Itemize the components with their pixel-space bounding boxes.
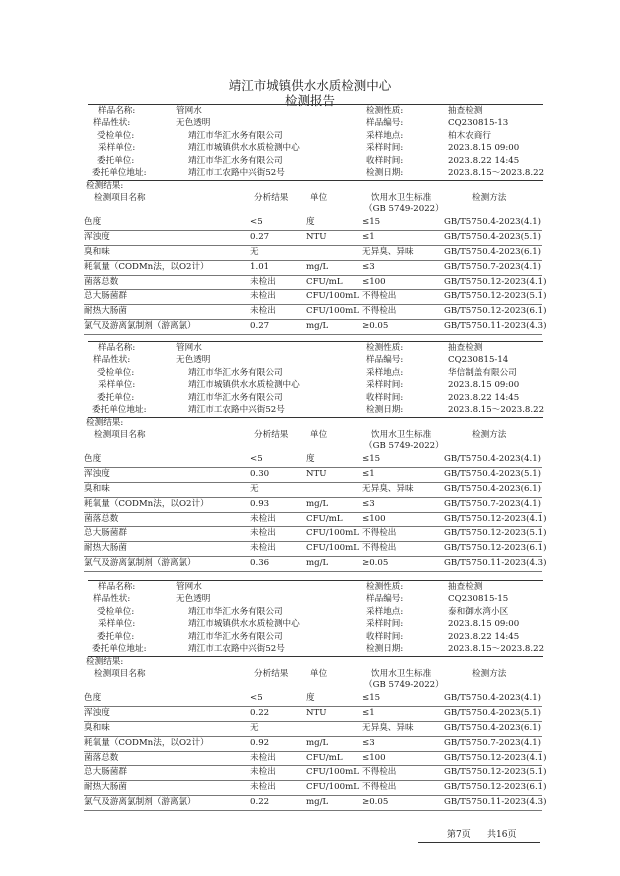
value-entrust-address: 靖江市工农路中兴街52号	[188, 168, 285, 178]
table-row	[0, 262, 620, 277]
value-sample-name: 管网水	[176, 343, 202, 353]
value-test-nature: 抽查检测	[448, 106, 483, 116]
value-client-unit: 靖江市华汇水务有限公司	[188, 130, 283, 141]
table-row	[0, 767, 620, 782]
cell-method: GB/T5750.4-2023(6.1)	[444, 247, 542, 257]
th-standard: 饮用水卫生标准	[371, 669, 432, 680]
label-sample-no: 样品编号:	[366, 118, 404, 129]
cell-unit: CFU/mL	[306, 752, 343, 763]
label-sample-name: 样品名称:	[98, 343, 136, 353]
cell-method: GB/T5750.12-2023(5.1)	[444, 528, 547, 539]
row-rule	[84, 751, 542, 752]
value-sampling-place: 泰和御水湾小区	[448, 606, 509, 617]
value-receive-time: 2023.8.22 14:45	[448, 392, 520, 403]
label-client-unit: 受检单位:	[97, 130, 135, 141]
cell-method: GB/T5750.7-2023(4.1)	[444, 498, 542, 509]
table-row	[0, 738, 620, 753]
cell-standard: ≤3	[362, 737, 375, 748]
cell-item: 菌落总数	[84, 752, 119, 763]
cell-unit: NTU	[306, 232, 327, 243]
cell-method: GB/T5750.4-2023(4.1)	[444, 454, 542, 465]
table-row	[0, 469, 620, 484]
value-entrust-unit: 靖江市华汇水务有限公司	[188, 155, 283, 166]
value-entrust-unit: 靖江市华汇水务有限公司	[188, 631, 283, 642]
row-rule	[84, 245, 542, 246]
label-entrust-address: 委托单位地址:	[92, 168, 147, 178]
report-title: 检测报告	[284, 93, 335, 108]
table-row	[0, 543, 620, 558]
label-test-date: 检测日期:	[366, 405, 404, 415]
cell-item: 总大肠菌群	[84, 528, 127, 539]
cell-item: 氯气及游离氯制剂（游离氯）	[84, 797, 196, 807]
label-entrust-address: 委托单位地址:	[92, 405, 147, 415]
cell-result: 未检出	[250, 782, 276, 793]
value-test-nature: 抽查检测	[448, 582, 483, 592]
cell-item: 耗氧量（CODMn法，以O2计）	[84, 261, 209, 272]
table-row	[0, 454, 620, 469]
table-row	[0, 499, 620, 514]
header-rule	[88, 180, 543, 181]
cell-unit: 度	[306, 693, 315, 704]
cell-item: 氯气及游离氯制剂（游离氯）	[84, 558, 196, 568]
label-entrust-unit: 委托单位:	[97, 392, 135, 403]
cell-result: 0.92	[250, 737, 270, 748]
table-row	[0, 723, 620, 738]
cell-method: GB/T5750.4-2023(6.1)	[444, 484, 542, 494]
cell-unit: CFU/100mL	[306, 543, 359, 554]
table-row	[0, 291, 620, 306]
value-receive-time: 2023.8.22 14:45	[448, 155, 520, 166]
table-row	[0, 232, 620, 247]
row-rule	[84, 275, 542, 276]
label-test-nature: 检测性质:	[366, 582, 404, 592]
table-row	[0, 514, 620, 529]
table-row	[0, 753, 620, 768]
th-item: 检测项目名称	[94, 669, 146, 680]
value-test-date: 2023.8.15～2023.8.22	[448, 168, 545, 178]
cell-method: GB/T5750.12-2023(6.1)	[444, 306, 547, 317]
cell-item: 总大肠菌群	[84, 767, 127, 778]
table-row	[0, 217, 620, 232]
cell-item: 浑浊度	[84, 708, 110, 719]
cell-standard: ≥0.05	[362, 797, 389, 807]
cell-result: 未检出	[250, 543, 276, 554]
cell-standard: 不得检出	[362, 528, 397, 539]
cell-result: 未检出	[250, 752, 276, 763]
table-row	[0, 708, 620, 723]
cell-result: 未检出	[250, 513, 276, 524]
cell-method: GB/T5750.11-2023(4.3)	[444, 321, 547, 331]
cell-standard: ≤3	[362, 261, 375, 272]
cell-unit: CFU/100mL	[306, 306, 359, 317]
value-sample-no: CQ230815-15	[448, 594, 509, 605]
label-sampling-time: 采样时间:	[366, 380, 404, 391]
row-rule	[84, 721, 542, 722]
label-client-unit: 受检单位:	[97, 367, 135, 378]
th-standard-ref: （GB 5749-2022）	[364, 441, 444, 452]
cell-unit: CFU/100mL	[306, 782, 359, 793]
label-sampling-place: 采样地点:	[366, 367, 404, 378]
cell-unit: mg/L	[306, 737, 329, 748]
cell-unit: 度	[306, 217, 315, 228]
table-row	[0, 782, 620, 797]
row-rule	[84, 482, 542, 483]
value-entrust-address: 靖江市工农路中兴街52号	[188, 405, 285, 415]
cell-method: GB/T5750.12-2023(5.1)	[444, 291, 547, 302]
cell-item: 耗氧量（CODMn法，以O2计）	[84, 498, 209, 509]
value-entrust-unit: 靖江市华汇水务有限公司	[188, 392, 283, 403]
cell-item: 臭和味	[84, 484, 110, 494]
cell-standard: 不得检出	[362, 782, 397, 793]
cell-method: GB/T5750.4-2023(5.1)	[444, 708, 542, 719]
th-unit: 单位	[310, 669, 328, 680]
cell-unit: mg/L	[306, 498, 329, 509]
cell-standard: 无异臭、异味	[362, 723, 414, 733]
label-receive-time: 收样时间:	[366, 155, 404, 166]
row-rule	[84, 512, 542, 513]
th-result: 分析结果	[254, 669, 289, 680]
th-method: 检测方法	[472, 430, 507, 441]
label-sample-property: 样品性状:	[93, 355, 131, 366]
table-row	[0, 528, 620, 543]
cell-method: GB/T5750.12-2023(4.1)	[444, 752, 547, 763]
cell-method: GB/T5750.4-2023(5.1)	[444, 232, 542, 243]
value-test-date: 2023.8.15～2023.8.22	[448, 644, 545, 654]
th-method: 检测方法	[472, 193, 507, 204]
cell-method: GB/T5750.4-2023(4.1)	[444, 217, 542, 228]
cell-standard: ≥0.05	[362, 558, 389, 568]
row-rule	[84, 810, 542, 811]
table-row	[0, 306, 620, 321]
cell-standard: 不得检出	[362, 306, 397, 317]
value-test-date: 2023.8.15～2023.8.22	[448, 405, 545, 415]
section-top-rule	[88, 580, 543, 581]
cell-unit: CFU/mL	[306, 513, 343, 524]
th-unit: 单位	[310, 193, 328, 204]
value-receive-time: 2023.8.22 14:45	[448, 631, 520, 642]
cell-method: GB/T5750.12-2023(4.1)	[444, 513, 547, 524]
cell-item: 耐热大肠菌	[84, 782, 127, 793]
cell-item: 耗氧量（CODMn法，以O2计）	[84, 737, 209, 748]
value-sampling-unit: 靖江市城镇供水水质检测中心	[188, 143, 300, 154]
cell-standard: ≤15	[362, 693, 381, 704]
label-sampling-place: 采样地点:	[366, 606, 404, 617]
cell-unit: mg/L	[306, 321, 329, 331]
table-row	[0, 693, 620, 708]
cell-unit: 度	[306, 454, 315, 465]
table-row	[0, 277, 620, 292]
cell-result: 0.27	[250, 321, 270, 331]
cell-result: 0.93	[250, 498, 270, 509]
cell-item: 浑浊度	[84, 469, 110, 480]
row-rule	[84, 556, 542, 557]
cell-unit: mg/L	[306, 797, 329, 807]
row-rule	[84, 334, 542, 335]
cell-result: 0.36	[250, 558, 270, 568]
label-entrust-unit: 委托单位:	[97, 155, 135, 166]
value-sampling-unit: 靖江市城镇供水水质检测中心	[188, 380, 300, 391]
cell-result: 未检出	[250, 306, 276, 317]
label-sample-no: 样品编号:	[366, 594, 404, 605]
value-test-nature: 抽查检测	[448, 343, 483, 353]
page-number: 第7页	[447, 830, 471, 840]
value-sample-name: 管网水	[176, 582, 202, 592]
cell-result: 无	[250, 723, 259, 733]
cell-item: 菌落总数	[84, 276, 119, 287]
cell-standard: ≤100	[362, 276, 386, 287]
cell-method: GB/T5750.11-2023(4.3)	[444, 797, 547, 807]
page-total: 共16页	[487, 830, 517, 840]
value-entrust-address: 靖江市工农路中兴街52号	[188, 644, 285, 654]
value-sampling-unit: 靖江市城镇供水水质检测中心	[188, 619, 300, 630]
value-sampling-place: 华信制盖有限公司	[448, 367, 517, 378]
cell-result: 0.22	[250, 797, 270, 807]
row-rule	[84, 497, 542, 498]
cell-standard: 无异臭、异味	[362, 247, 414, 257]
cell-method: GB/T5750.12-2023(6.1)	[444, 782, 547, 793]
cell-unit: CFU/100mL	[306, 528, 359, 539]
label-sample-name: 样品名称:	[98, 582, 136, 592]
cell-item: 色度	[84, 217, 102, 228]
label-test-nature: 检测性质:	[366, 343, 404, 353]
cell-standard: ≤100	[362, 513, 386, 524]
cell-item: 色度	[84, 454, 102, 465]
cell-method: GB/T5750.12-2023(6.1)	[444, 543, 547, 554]
cell-result: 0.22	[250, 708, 270, 719]
value-sampling-time: 2023.8.15 09:00	[448, 619, 520, 630]
cell-method: GB/T5750.4-2023(6.1)	[444, 723, 542, 733]
th-standard: 饮用水卫生标准	[371, 193, 432, 204]
row-rule	[84, 736, 542, 737]
row-rule	[84, 260, 542, 261]
header-rule	[88, 656, 543, 657]
cell-item: 臭和味	[84, 723, 110, 733]
label-sample-property: 样品性状:	[93, 118, 131, 129]
cell-result: 未检出	[250, 528, 276, 539]
label-receive-time: 收样时间:	[366, 631, 404, 642]
table-row	[0, 247, 620, 262]
row-rule	[84, 795, 542, 796]
cell-method: GB/T5750.4-2023(4.1)	[444, 693, 542, 704]
th-standard: 饮用水卫生标准	[371, 430, 432, 441]
table-row	[0, 797, 620, 812]
value-sampling-time: 2023.8.15 09:00	[448, 143, 520, 154]
cell-standard: 不得检出	[362, 291, 397, 302]
cell-item: 耐热大肠菌	[84, 543, 127, 554]
cell-method: GB/T5750.12-2023(4.1)	[444, 276, 547, 287]
th-item: 检测项目名称	[94, 430, 146, 441]
results-label: 检测结果:	[86, 657, 124, 668]
value-sample-property: 无色透明	[176, 594, 211, 605]
table-row	[0, 484, 620, 499]
cell-item: 色度	[84, 693, 102, 704]
cell-unit: mg/L	[306, 261, 329, 272]
th-standard-ref: （GB 5749-2022）	[364, 204, 444, 215]
label-sampling-time: 采样时间:	[366, 143, 404, 154]
results-label: 检测结果:	[86, 181, 124, 192]
cell-unit: NTU	[306, 708, 327, 719]
header-rule	[88, 417, 543, 418]
cell-result: 0.27	[250, 232, 270, 243]
cell-standard: ≤1	[362, 469, 375, 480]
value-client-unit: 靖江市华汇水务有限公司	[188, 606, 283, 617]
value-sampling-time: 2023.8.15 09:00	[448, 380, 520, 391]
cell-item: 菌落总数	[84, 513, 119, 524]
label-test-nature: 检测性质:	[366, 106, 404, 116]
cell-standard: ≤15	[362, 217, 381, 228]
cell-unit: CFU/mL	[306, 276, 343, 287]
th-result: 分析结果	[254, 193, 289, 204]
label-entrust-unit: 委托单位:	[97, 631, 135, 642]
label-sample-no: 样品编号:	[366, 355, 404, 366]
cell-result: 未检出	[250, 767, 276, 778]
cell-result: 未检出	[250, 276, 276, 287]
label-sample-name: 样品名称:	[98, 106, 136, 116]
label-sampling-unit: 采样单位:	[98, 380, 136, 391]
cell-result: <5	[250, 454, 263, 465]
cell-method: GB/T5750.12-2023(5.1)	[444, 767, 547, 778]
cell-standard: ≤15	[362, 454, 381, 465]
cell-standard: 无异臭、异味	[362, 484, 414, 494]
cell-result: 0.30	[250, 469, 270, 480]
label-sampling-time: 采样时间:	[366, 619, 404, 630]
cell-item: 耐热大肠菌	[84, 306, 127, 317]
cell-method: GB/T5750.7-2023(4.1)	[444, 737, 542, 748]
label-sampling-unit: 采样单位:	[98, 143, 136, 154]
value-sample-name: 管网水	[176, 106, 202, 116]
cell-result: <5	[250, 693, 263, 704]
value-client-unit: 靖江市华汇水务有限公司	[188, 367, 283, 378]
label-sampling-unit: 采样单位:	[98, 619, 136, 630]
th-result: 分析结果	[254, 430, 289, 441]
table-row	[0, 321, 620, 336]
value-sample-no: CQ230815-14	[448, 355, 509, 366]
label-client-unit: 受检单位:	[97, 606, 135, 617]
table-row	[0, 558, 620, 573]
label-test-date: 检测日期:	[366, 168, 404, 178]
th-unit: 单位	[310, 430, 328, 441]
value-sample-property: 无色透明	[176, 355, 211, 366]
label-sampling-place: 采样地点:	[366, 130, 404, 141]
cell-method: GB/T5750.4-2023(5.1)	[444, 469, 542, 480]
th-item: 检测项目名称	[94, 193, 146, 204]
cell-unit: NTU	[306, 469, 327, 480]
th-method: 检测方法	[472, 669, 507, 680]
cell-standard: ≤3	[362, 498, 375, 509]
row-rule	[84, 571, 542, 572]
footer-rule	[418, 842, 540, 843]
cell-method: GB/T5750.11-2023(4.3)	[444, 558, 547, 568]
label-entrust-address: 委托单位地址:	[92, 644, 147, 654]
cell-item: 浑浊度	[84, 232, 110, 243]
cell-standard: ≤1	[362, 708, 375, 719]
cell-method: GB/T5750.7-2023(4.1)	[444, 261, 542, 272]
label-test-date: 检测日期:	[366, 644, 404, 654]
value-sampling-place: 柏木农商行	[448, 130, 491, 141]
cell-result: 无	[250, 484, 259, 494]
row-rule	[84, 319, 542, 320]
section-top-rule	[88, 341, 543, 342]
th-standard-ref: （GB 5749-2022）	[364, 680, 444, 691]
cell-standard: 不得检出	[362, 767, 397, 778]
cell-standard: ≥0.05	[362, 321, 389, 331]
section-top-rule	[88, 104, 543, 105]
label-receive-time: 收样时间:	[366, 392, 404, 403]
cell-result: 未检出	[250, 291, 276, 302]
cell-item: 氯气及游离氯制剂（游离氯）	[84, 321, 196, 331]
cell-unit: CFU/100mL	[306, 291, 359, 302]
label-sample-property: 样品性状:	[93, 594, 131, 605]
value-sample-property: 无色透明	[176, 118, 211, 129]
cell-standard: ≤100	[362, 752, 386, 763]
cell-result: 无	[250, 247, 259, 257]
cell-standard: ≤1	[362, 232, 375, 243]
cell-item: 总大肠菌群	[84, 291, 127, 302]
cell-unit: CFU/100mL	[306, 767, 359, 778]
value-sample-no: CQ230815-13	[448, 118, 509, 129]
org-title: 靖江市城镇供水水质检测中心	[228, 78, 392, 93]
cell-unit: mg/L	[306, 558, 329, 568]
cell-result: <5	[250, 217, 263, 228]
cell-standard: 不得检出	[362, 543, 397, 554]
cell-result: 1.01	[250, 261, 270, 272]
cell-item: 臭和味	[84, 247, 110, 257]
results-label: 检测结果:	[86, 418, 124, 429]
